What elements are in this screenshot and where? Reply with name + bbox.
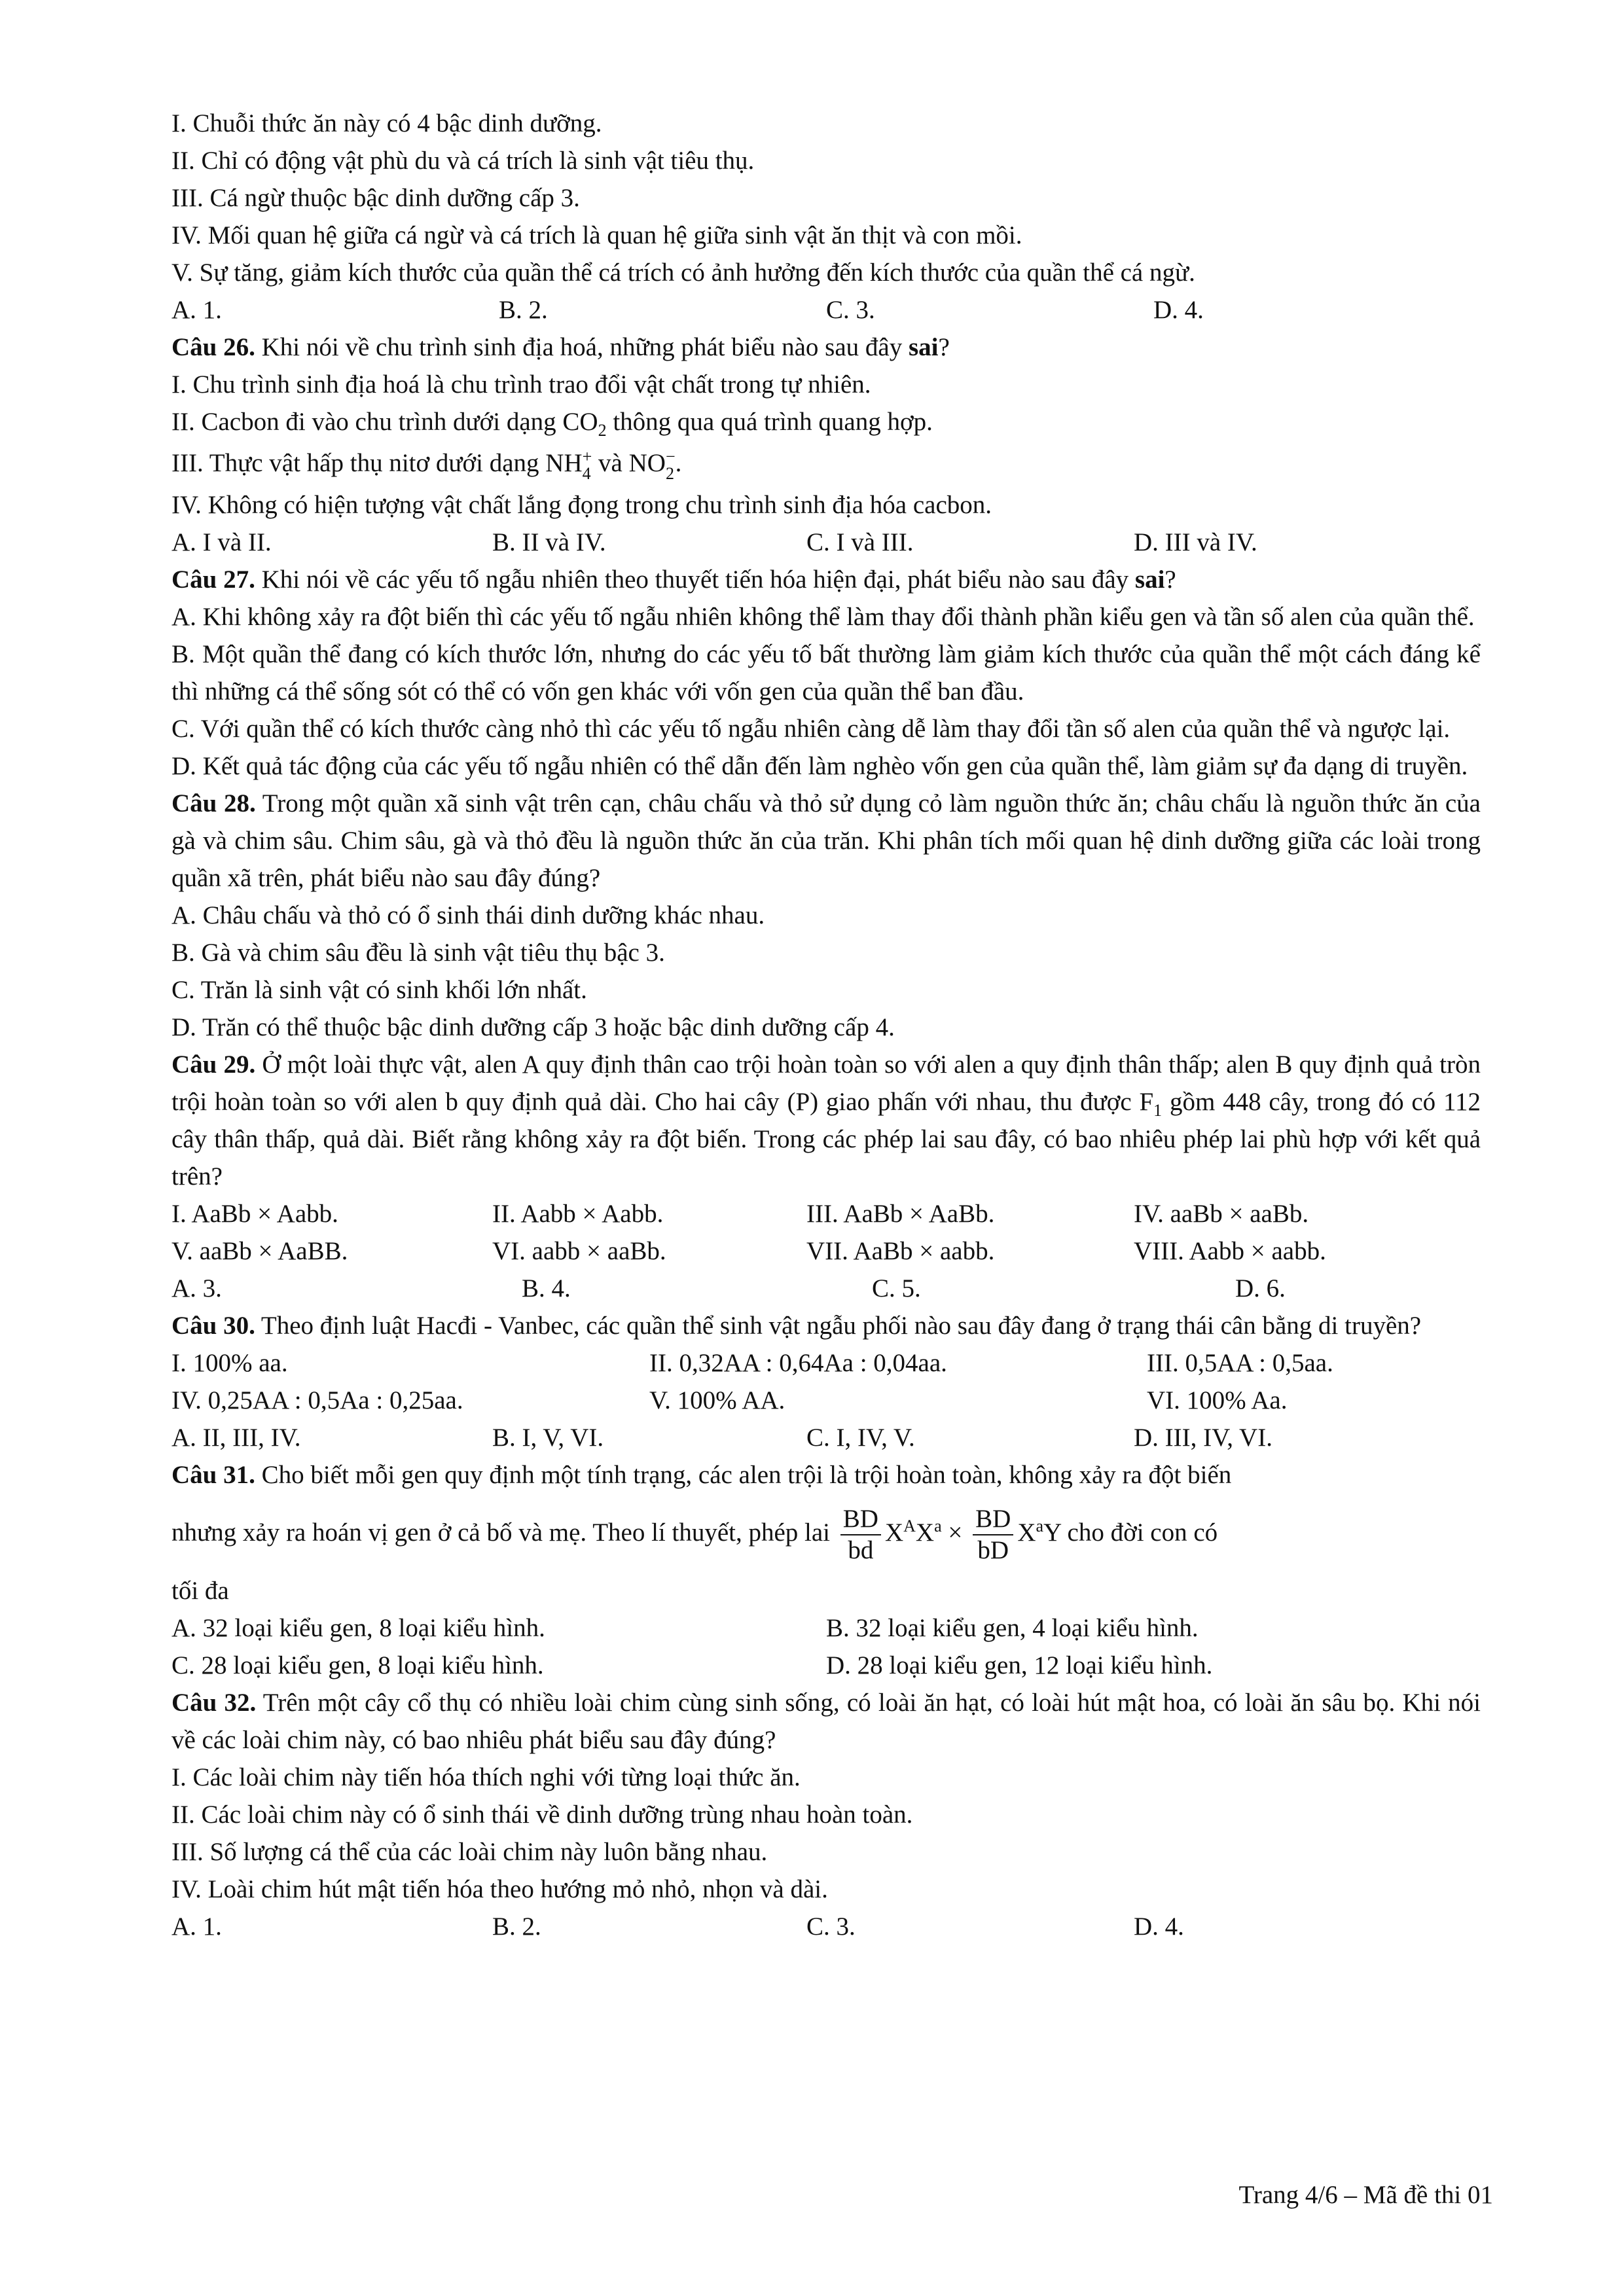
q30-options: [171, 1419, 1481, 1456]
q30-label: Câu 30.: [171, 1312, 255, 1340]
q32-options: [171, 1908, 1481, 1945]
nitrite-formula: NO − 2: [628, 447, 676, 484]
q31-stem-line-1: Câu 31. Cho biết mỗi gen quy định một tính trạng, các alen trội là trội hoàn toàn, không xảy ra đột biến: [171, 1461, 1232, 1489]
q29-option-a[interactable]: A. 3.: [171, 1274, 222, 1302]
ammonium-formula: NH + 4: [545, 447, 592, 484]
q29-stem: Câu 29. Ở một loài thực vật, alen A quy định thân cao trội hoàn toàn so với alen a quy định thân thấp; alen B quy định quả tròn trội hoàn toàn so với alen b quy định quả dài. Cho hai cây (P) giao phấn với nhau, thu được $F_1$ gồm 448 cây, trong đó có 112 cây thân thấp, quả dài. Biết rằng không xảy ra đột biến. Trong các phép lai sau đây, có bao nhiêu phép lai phù hợp với kết quả trên?: [171, 1050, 1481, 1191]
q32-statement-2: II. Các loài chim này có ổ sinh thái về dinh dưỡng trùng nhau hoàn toàn.: [171, 1801, 913, 1829]
q27-label: Câu 27.: [171, 565, 255, 594]
q26-statement-2: II. Cacbon đi vào chu trình dưới dạng $CO_2$ thông qua quá trình quang hợp.: [171, 408, 933, 440]
q32-option-d[interactable]: D. 4.: [1134, 1912, 1184, 1941]
q31-options-row-1: [171, 1609, 1481, 1647]
q25-statement-2: II. Chỉ có động vật phù du và cá trích là sinh vật tiêu thụ.: [171, 147, 755, 175]
q29-cross-4: IV. aaBb × aaBb.: [1134, 1200, 1309, 1228]
q26-label: Câu 26.: [171, 333, 255, 361]
q30-population-5: V. 100% AA.: [649, 1386, 785, 1414]
q29-options: [171, 1270, 1481, 1307]
q26-option-c[interactable]: C. I và III.: [806, 528, 914, 556]
q28-option-c[interactable]: C. Trăn là sinh vật có sinh khối lớn nhất.: [171, 976, 587, 1004]
q32-statement-1: I. Các loài chim này tiến hóa thích nghi với từng loại thức ăn.: [171, 1763, 801, 1791]
q29-cross-8: VIII. Aabb × aabb.: [1134, 1237, 1326, 1265]
q25-option-c[interactable]: C. 3.: [826, 296, 875, 324]
q30-populations-row-1: [171, 1344, 1481, 1382]
q32-option-b[interactable]: B. 2.: [492, 1912, 541, 1941]
q29-cross-5: V. aaBb × AaBB.: [171, 1237, 348, 1265]
q26-option-d[interactable]: D. III và IV.: [1134, 528, 1257, 556]
q32-statement-4: IV. Loài chim hút mật tiến hóa theo hướng mỏ nhỏ, nhọn và dài.: [171, 1875, 828, 1903]
q32-option-a[interactable]: A. 1.: [171, 1912, 222, 1941]
q29-option-b[interactable]: B. 4.: [522, 1274, 571, 1302]
q30-population-1: I. 100% aa.: [171, 1349, 288, 1377]
q28-option-b[interactable]: B. Gà và chim sâu đều là sinh vật tiêu thụ bậc 3.: [171, 939, 665, 967]
q30-population-3: III. 0,5AA : 0,5aa.: [1147, 1349, 1333, 1377]
q29-crosses-row-1: [171, 1195, 1481, 1232]
q29-cross-3: III. AaBb × AaBb.: [806, 1200, 995, 1228]
q30-population-4: IV. 0,25AA : 0,5Aa : 0,25aa.: [171, 1386, 463, 1414]
q31-stem-line-3: tối đa: [171, 1577, 229, 1605]
q32-statement-3: III. Số lượng cá thể của các loài chim này luôn bằng nhau.: [171, 1838, 768, 1866]
q28-label: Câu 28.: [171, 789, 256, 817]
q25-statement-4: IV. Mối quan hệ giữa cá ngừ và cá trích là quan hệ giữa sinh vật ăn thịt và con mồi.: [171, 221, 1022, 249]
q32-stem: Câu 32. Trên một cây cổ thụ có nhiều loài chim cùng sinh sống, có loài ăn hạt, có loài hút mật hoa, có loài ăn sâu bọ. Khi nói về các loài chim này, có bao nhiêu phát biểu sau đây đúng?: [171, 1689, 1481, 1754]
q29-option-d[interactable]: D. 6.: [1235, 1274, 1286, 1302]
page-footer: Trang 4/6 – Mã đề thi 01: [1238, 2181, 1493, 2209]
q28-option-d[interactable]: D. Trăn có thể thuộc bậc dinh dưỡng cấp 3 hoặc bậc dinh dưỡng cấp 4.: [171, 1013, 895, 1041]
q28-stem: Câu 28. Trong một quần xã sinh vật trên cạn, châu chấu và thỏ sử dụng cỏ làm nguồn thức ăn; châu chấu là nguồn thức ăn của gà và chim sâu. Chim sâu, gà và thỏ đều là nguồn thức ăn của trăn. Khi phân tích mối quan hệ dinh dưỡng giữa các loài trong quần xã trên, phát biểu nào sau đây đúng?: [171, 789, 1481, 892]
q26-emphasis: sai: [908, 333, 939, 361]
q29-crosses-row-2: [171, 1232, 1481, 1270]
q25-options: [171, 291, 1481, 329]
q30-population-2: II. 0,32AA : 0,64Aa : 0,04aa.: [649, 1349, 947, 1377]
q30-option-a[interactable]: A. II, III, IV.: [171, 1424, 301, 1452]
q25-option-d[interactable]: D. 4.: [1153, 296, 1204, 324]
q27-option-c[interactable]: C. Với quần thể có kích thước càng nhỏ thì các yếu tố ngẫu nhiên càng dễ làm thay đổi tần số alen của quần thể và ngược lại.: [171, 715, 1451, 743]
q30-populations-row-2: [171, 1382, 1481, 1419]
q27-option-d[interactable]: D. Kết quả tác động của các yếu tố ngẫu nhiên có thể dẫn đến làm nghèo vốn gen của quần thể, làm giảm sự đa dạng di truyền.: [171, 752, 1468, 780]
q32-label: Câu 32.: [171, 1689, 257, 1717]
q25-statement-3: III. Cá ngừ thuộc bậc dinh dưỡng cấp 3.: [171, 184, 580, 212]
q27-option-a[interactable]: A. Khi không xảy ra đột biến thì các yếu tố ngẫu nhiên không thể làm thay đổi thành phần kiểu gen và tần số alen của quần thể.: [171, 603, 1475, 631]
q31-label: Câu 31.: [171, 1461, 255, 1489]
q26-statement-1: I. Chu trình sinh địa hoá là chu trình trao đổi vật chất trong tự nhiên.: [171, 370, 871, 399]
q29-option-c[interactable]: C. 5.: [872, 1274, 921, 1302]
q30-option-c[interactable]: C. I, IV, V.: [806, 1424, 915, 1452]
q31-fraction-father: $\frac{BD}{bD}$: [973, 1504, 1013, 1566]
q29-cross-6: VI. aabb × aaBb.: [492, 1237, 666, 1265]
q26-statement-4: IV. Không có hiện tượng vật chất lắng đọng trong chu trình sinh địa hóa cacbon.: [171, 491, 992, 519]
q27-stem: Câu 27. Khi nói về các yếu tố ngẫu nhiên theo thuyết tiến hóa hiện đại, phát biểu nào sau đây sai?: [171, 565, 1176, 594]
q25-statement-5: V. Sự tăng, giảm kích thước của quần thể cá trích có ảnh hưởng đến kích thước của quần thể cá ngừ.: [171, 259, 1195, 287]
q32-option-c[interactable]: C. 3.: [806, 1912, 856, 1941]
q26-option-a[interactable]: A. I và II.: [171, 528, 272, 556]
page-content: [171, 105, 1481, 1945]
q30-option-b[interactable]: B. I, V, VI.: [492, 1424, 604, 1452]
q30-stem: Câu 30. Theo định luật Hacđi - Vanbec, các quần thể sinh vật ngẫu phối nào sau đây đang ở trạng thái cân bằng di truyền?: [171, 1312, 1422, 1340]
q29-cross-7: VII. AaBb × aabb.: [806, 1237, 995, 1265]
q30-option-d[interactable]: D. III, IV, VI.: [1134, 1424, 1272, 1452]
q31-fraction-mother: $\frac{BD}{bd}$: [840, 1504, 881, 1566]
q27-emphasis: sai: [1134, 565, 1165, 594]
q29-label: Câu 29.: [171, 1050, 256, 1079]
q25-option-b[interactable]: B. 2.: [499, 296, 548, 324]
q31-stem-line-2: nhưng xảy ra hoán vị gen ở cả bố và mẹ. Theo lí thuyết, phép lai $\frac{BD}{bd}$ $X^AX^a$ × $\frac{BD}{bD}$ $X^aY$ cho đời con có: [171, 1505, 1218, 1565]
q26-statement-3: III. Thực vật hấp thụ nitơ dưới dạng NH + 4 và NO − 2 .: [171, 447, 682, 484]
q31-option-a[interactable]: A. 32 loại kiểu gen, 8 loại kiểu hình.: [171, 1614, 545, 1642]
q30-population-6: VI. 100% Aa.: [1147, 1386, 1288, 1414]
q26-options: [171, 524, 1481, 561]
q31-option-c[interactable]: C. 28 loại kiểu gen, 8 loại kiểu hình.: [171, 1651, 544, 1679]
q27-option-b[interactable]: B. Một quần thể đang có kích thước lớn, nhưng do các yếu tố bất thường làm giảm kích thước của quần thể một cách đáng kể thì những cá thể sống sót có thể có vốn gen khác với vốn gen của quần thể ban đầu.: [171, 640, 1481, 706]
q28-option-a[interactable]: A. Châu chấu và thỏ có ổ sinh thái dinh dưỡng khác nhau.: [171, 901, 765, 929]
q29-cross-2: II. Aabb × Aabb.: [492, 1200, 664, 1228]
q26-stem: Câu 26. Khi nói về chu trình sinh địa hoá, những phát biểu nào sau đây sai?: [171, 333, 950, 361]
q31-options-row-2: [171, 1647, 1481, 1684]
q26-option-b[interactable]: B. II và IV.: [492, 528, 606, 556]
q25-option-a[interactable]: A. 1.: [171, 296, 222, 324]
q31-option-b[interactable]: B. 32 loại kiểu gen, 4 loại kiểu hình.: [826, 1614, 1199, 1642]
q25-statement-1: I. Chuỗi thức ăn này có 4 bậc dinh dưỡng.: [171, 109, 602, 137]
q31-option-d[interactable]: D. 28 loại kiểu gen, 12 loại kiểu hình.: [826, 1651, 1213, 1679]
q29-cross-1: I. AaBb × Aabb.: [171, 1200, 338, 1228]
